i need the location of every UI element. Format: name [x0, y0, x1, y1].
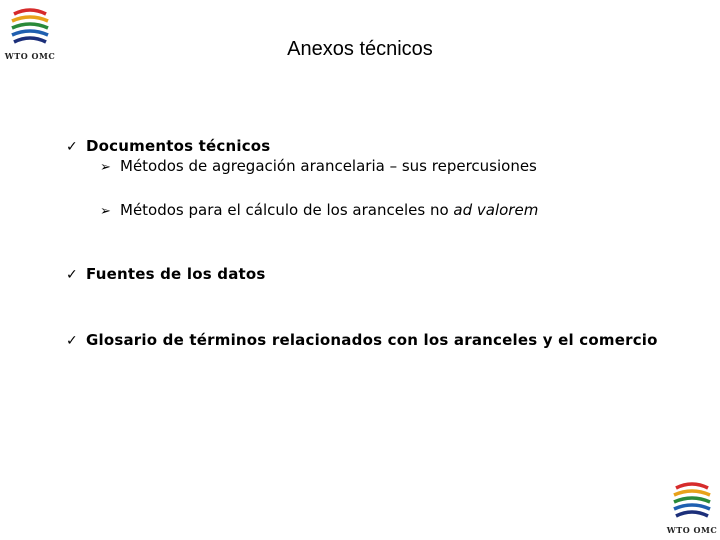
bullet-label: Glosario de términos relacionados con los aranceles y el comercio: [86, 331, 658, 349]
bullet-item: [66, 136, 270, 157]
bullet-label: Fuentes de los datos: [86, 265, 266, 283]
sub-bullet-text: Métodos para el cálculo de los aranceles no: [120, 201, 454, 219]
page-title: Anexos técnicos: [287, 38, 433, 60]
sub-bullet-text: Métodos de agregación arancelaria – sus repercusiones: [120, 157, 537, 175]
wto-emblem-icon: [666, 478, 718, 524]
arrow-bullet-icon: ➢: [100, 204, 111, 219]
sub-bullet-item: [100, 156, 537, 178]
sub-bullet-item: [100, 200, 538, 222]
bullet-label: Documentos técnicos: [86, 137, 271, 155]
logo-caption: WTO OMC: [4, 51, 56, 61]
checkmark-icon: ✓: [66, 267, 78, 283]
wto-logo: [666, 478, 718, 538]
bullet-item: [66, 264, 266, 285]
wto-logo: [4, 4, 56, 64]
checkmark-icon: ✓: [66, 333, 78, 349]
checkmark-icon: ✓: [66, 139, 78, 155]
arrow-bullet-icon: ➢: [100, 160, 111, 175]
sub-bullet-emphasis: ad valorem: [453, 201, 539, 219]
wto-emblem-icon: [4, 4, 56, 50]
bullet-item: [66, 330, 658, 351]
logo-caption: WTO OMC: [666, 525, 718, 535]
